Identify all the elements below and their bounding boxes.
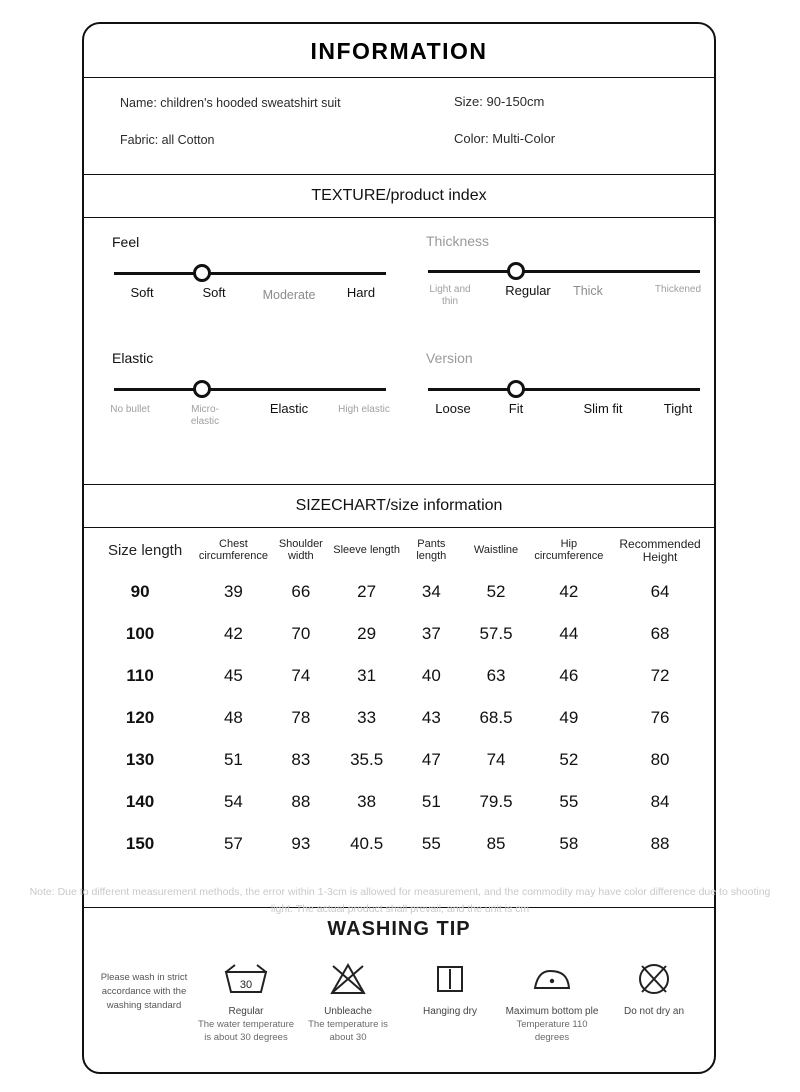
size-table xyxy=(84,528,714,865)
slider-ticks-elastic xyxy=(100,402,400,446)
wash-item-iron xyxy=(502,957,602,1044)
tick-label: Tight xyxy=(663,401,693,416)
cell-height: 88 xyxy=(650,834,670,854)
tick-label: Regular xyxy=(505,283,551,298)
wash-item-standard xyxy=(94,957,194,1044)
cell-chest: 42 xyxy=(223,624,243,644)
table-row xyxy=(84,571,714,613)
wash-caption-main: Hanging dry xyxy=(423,1006,477,1018)
slider-ticks-feel xyxy=(100,286,400,330)
cell-pants: 51 xyxy=(421,792,441,812)
cell-hip: 49 xyxy=(559,708,579,728)
cell-shoulder: 88 xyxy=(291,792,311,812)
no-dry-clean-icon xyxy=(604,957,704,1001)
washing-title: WASHING TIP xyxy=(327,918,471,941)
col-pants-length: Pants length xyxy=(416,538,447,562)
col-sleeve-length: Sleeve length xyxy=(333,543,400,556)
cell-chest: 39 xyxy=(223,582,243,602)
cell-shoulder: 66 xyxy=(291,582,311,602)
cell-shoulder: 70 xyxy=(291,624,311,644)
cell-chest: 45 xyxy=(223,666,243,686)
col-recommended-height: Recommended Height xyxy=(619,537,701,564)
slider-label-thickness-text: Thickness xyxy=(426,233,490,249)
info-fabric: Fabric: all Cotton xyxy=(120,133,215,147)
cell-hip: 58 xyxy=(559,834,579,854)
slider-group-thickness xyxy=(414,234,714,328)
cell-chest: 54 xyxy=(223,792,243,812)
cell-size: 120 xyxy=(125,708,155,728)
slider-label-feel: Feel xyxy=(112,234,140,250)
cell-size: 130 xyxy=(125,750,155,770)
wash-caption-main: Do not dry an xyxy=(623,1006,685,1018)
texture-section-title: TEXTURE/product index xyxy=(311,187,487,204)
cell-hip: 42 xyxy=(559,582,579,602)
measurement-note: Note: Due to different measurement methods, the error within 1-3cm is allowed for measurement, and the commodity may have color difference due to shooting light. The actual product shall prevail, and the unit is cm xyxy=(29,886,771,915)
slider-label-version: Version xyxy=(426,350,473,366)
slider-track-version[interactable] xyxy=(414,376,714,402)
col-shoulder-width: Shoulder width xyxy=(278,538,323,562)
info-name: Name: children's hooded sweatshirt suit xyxy=(120,96,341,110)
sizechart-area xyxy=(84,528,714,865)
tick-label: Moderate xyxy=(262,288,316,302)
cell-height: 80 xyxy=(650,750,670,770)
slider-ticks-thickness xyxy=(414,284,714,328)
col-chest-circumference: Chest circumference xyxy=(198,538,268,562)
tick-label: Thick xyxy=(573,284,603,298)
cell-shoulder: 83 xyxy=(291,750,311,770)
wash-caption-sub: The temperature is about 30 xyxy=(308,1018,388,1043)
cell-waist: 74 xyxy=(486,750,506,770)
tick-label: Light and thin xyxy=(429,284,471,307)
tick-label: Micro-elastic xyxy=(190,404,220,427)
cell-height: 76 xyxy=(650,708,670,728)
table-row xyxy=(84,697,714,739)
wash-caption-main: Maximum bottom ple xyxy=(505,1006,599,1018)
page-title: INFORMATION xyxy=(310,38,488,64)
cell-hip: 52 xyxy=(559,750,579,770)
slider-knob-elastic[interactable] xyxy=(193,380,211,398)
cell-size: 100 xyxy=(125,624,155,644)
sizechart-section-title: SIZECHART/size information xyxy=(295,497,503,514)
cell-chest: 57 xyxy=(223,834,243,854)
col-size-length: Size length xyxy=(107,541,183,559)
wash-caption-sub: Temperature 110 degrees xyxy=(516,1018,588,1043)
cell-sleeve: 31 xyxy=(357,666,377,686)
cell-sleeve: 27 xyxy=(357,582,377,602)
slider-label-elastic: Elastic xyxy=(112,350,154,366)
tick-label: Hard xyxy=(346,285,376,300)
info-size: Size: 90-150cm xyxy=(454,94,545,109)
wash-caption-main: Unbleache xyxy=(324,1006,372,1018)
table-row xyxy=(84,823,714,865)
slider-track-line xyxy=(114,272,386,275)
table-row xyxy=(84,613,714,655)
wash-item-no-bleach xyxy=(298,957,398,1044)
cell-sleeve: 38 xyxy=(357,792,377,812)
tick-label: Loose xyxy=(435,401,471,416)
col-waistline: Waistline xyxy=(473,543,519,556)
svg-text:30: 30 xyxy=(239,979,253,992)
cell-shoulder: 74 xyxy=(291,666,311,686)
slider-track-elastic[interactable] xyxy=(100,376,400,402)
cell-waist: 57.5 xyxy=(479,624,513,644)
cell-height: 68 xyxy=(650,624,670,644)
tick-label: High elastic xyxy=(338,404,390,415)
cell-waist: 85 xyxy=(486,834,506,854)
cell-sleeve: 33 xyxy=(357,708,377,728)
cell-hip: 55 xyxy=(559,792,579,812)
table-row xyxy=(84,781,714,823)
cell-waist: 79.5 xyxy=(479,792,513,812)
tick-label: Thickened xyxy=(654,284,702,295)
wash-item-no-dry-clean xyxy=(604,957,704,1044)
slider-track-line xyxy=(428,388,700,391)
slider-group-elastic xyxy=(100,350,400,446)
info-color: Color: Multi-Color xyxy=(454,131,556,146)
tick-label: No bullet xyxy=(110,404,150,415)
cell-size: 110 xyxy=(126,666,154,686)
cell-sleeve: 40.5 xyxy=(350,834,384,854)
slider-label-thickness xyxy=(426,234,714,248)
table-header-row xyxy=(84,528,714,571)
cell-size: 90 xyxy=(130,582,150,602)
slider-knob-version[interactable] xyxy=(507,380,525,398)
cell-chest: 48 xyxy=(223,708,243,728)
hang-dry-icon xyxy=(400,957,500,1001)
cell-shoulder: 78 xyxy=(291,708,311,728)
col-hip-circumference: Hip circumference xyxy=(534,538,604,562)
wash-item-regular xyxy=(196,957,296,1044)
cell-sleeve: 35.5 xyxy=(350,750,384,770)
wash-caption-standard: Please wash in strict accordance with the washing standard xyxy=(100,972,188,1011)
wash-tub-30-icon xyxy=(196,957,296,1001)
washing-icons-row xyxy=(84,949,714,1056)
cell-sleeve: 29 xyxy=(357,624,377,644)
cell-waist: 63 xyxy=(486,666,506,686)
slider-ticks-version xyxy=(414,402,714,446)
cell-shoulder: 93 xyxy=(291,834,311,854)
slider-track-feel[interactable] xyxy=(100,260,400,286)
cell-height: 64 xyxy=(650,582,670,602)
tick-label: Soft xyxy=(202,285,226,300)
table-body xyxy=(84,571,714,865)
slider-group-version xyxy=(414,350,714,446)
cell-chest: 51 xyxy=(223,750,243,770)
texture-area xyxy=(84,218,714,484)
wash-item-hang-dry xyxy=(400,957,500,1044)
cell-height: 84 xyxy=(650,792,670,812)
no-bleach-icon xyxy=(298,957,398,1001)
tick-label: Fit xyxy=(508,401,524,416)
cell-hip: 44 xyxy=(559,624,579,644)
slider-knob-thickness[interactable] xyxy=(507,262,525,280)
cell-pants: 37 xyxy=(421,624,441,644)
cell-pants: 47 xyxy=(421,750,441,770)
wash-caption-sub: The water temperature is about 30 degrees xyxy=(197,1018,295,1043)
tick-label: Elastic xyxy=(269,401,309,416)
cell-pants: 34 xyxy=(421,582,441,602)
slider-group-feel xyxy=(100,234,400,330)
cell-size: 150 xyxy=(125,834,155,854)
iron-one-dot-icon xyxy=(502,957,602,1001)
slider-track-line xyxy=(428,270,700,273)
cell-waist: 52 xyxy=(486,582,506,602)
cell-height: 72 xyxy=(650,666,670,686)
cell-waist: 68.5 xyxy=(479,708,513,728)
info-block xyxy=(84,78,714,174)
cell-pants: 55 xyxy=(421,834,441,854)
slider-knob-feel[interactable] xyxy=(193,264,211,282)
cell-size: 140 xyxy=(125,792,155,812)
slider-track-thickness[interactable] xyxy=(414,258,714,284)
tick-label: Slim fit xyxy=(583,401,623,416)
wash-caption-main: Regular xyxy=(228,1006,264,1018)
cell-pants: 43 xyxy=(421,708,441,728)
cell-hip: 46 xyxy=(559,666,579,686)
slider-track-line xyxy=(114,388,386,391)
cell-pants: 40 xyxy=(421,666,441,686)
table-row xyxy=(84,739,714,781)
table-row xyxy=(84,655,714,697)
tick-label: Soft xyxy=(130,285,154,300)
